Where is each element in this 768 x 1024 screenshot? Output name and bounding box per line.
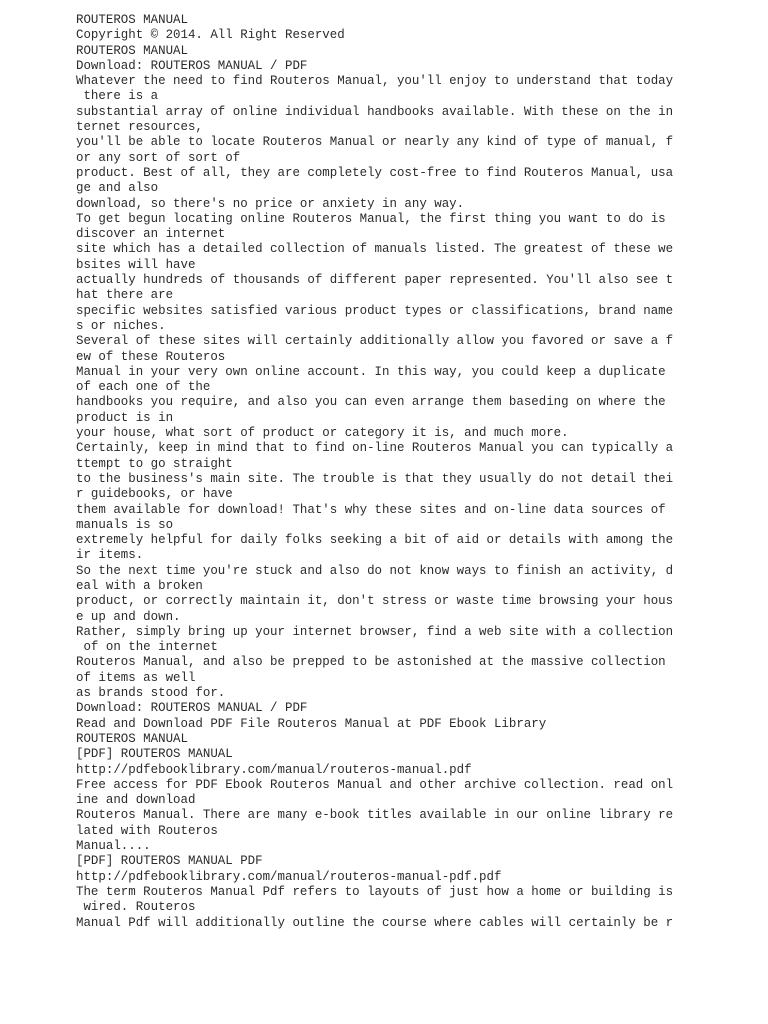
- text-line: eal with a broken: [76, 578, 203, 593]
- text-line: Read and Download PDF File Routeros Manual at PDF Ebook Library: [76, 716, 547, 731]
- text-line: Free access for PDF Ebook Routeros Manual and other archive collection. read onl: [76, 777, 674, 792]
- text-line: s or niches.: [76, 318, 166, 333]
- text-line: e up and down.: [76, 609, 181, 624]
- text-line: Manual Pdf will additionally outline the course where cables will certainly be r: [76, 915, 674, 930]
- text-line: ROUTEROS MANUAL: [76, 43, 188, 58]
- text-line: The term Routeros Manual Pdf refers to layouts of just how a home or building is: [76, 884, 674, 899]
- text-line: Download: ROUTEROS MANUAL / PDF: [76, 58, 308, 73]
- text-line: or any sort of sort of: [76, 150, 241, 165]
- text-line: http://pdfebooklibrary.com/manual/routeros-manual.pdf: [76, 762, 472, 777]
- text-line: as brands stood for.: [76, 686, 226, 701]
- text-line: product. Best of all, they are completely cost-free to find Routeros Manual, usa: [76, 165, 674, 180]
- text-line: [PDF] ROUTEROS MANUAL PDF: [76, 854, 263, 869]
- text-line: Certainly, keep in mind that to find on-line Routeros Manual you can typically a: [76, 441, 674, 456]
- text-line: you'll be able to locate Routeros Manual or nearly any kind of type of manual, f: [76, 135, 674, 150]
- text-line: hat there are: [76, 288, 174, 303]
- text-line: http://pdfebooklibrary.com/manual/routeros-manual-pdf.pdf: [76, 869, 502, 884]
- text-line: To get begun locating online Routeros Manual, the first thing you want to do is: [76, 211, 666, 226]
- text-line: Download: ROUTEROS MANUAL / PDF: [76, 701, 308, 716]
- text-line: bsites will have: [76, 257, 196, 272]
- text-line: specific websites satisfied various product types or classifications, brand name: [76, 303, 674, 318]
- text-line: ROUTEROS MANUAL: [76, 13, 188, 27]
- text-line: r guidebooks, or have: [76, 487, 233, 502]
- text-line: Copyright © 2014. All Right Reserved: [76, 28, 345, 43]
- text-line: Manual in your very own online account. In this way, you could keep a duplicate: [76, 364, 666, 379]
- text-line: manuals is so: [76, 517, 174, 532]
- text-line: actually hundreds of thousands of different paper represented. You'll also see t: [76, 273, 674, 288]
- text-line: ttempt to go straight: [76, 456, 233, 471]
- text-line: wired. Routeros: [76, 900, 196, 915]
- text-line: extremely helpful for daily folks seeking a bit of aid or details with among the: [76, 533, 674, 548]
- text-line: download, so there's no price or anxiety in any way.: [76, 196, 465, 211]
- text-line: So the next time you're stuck and also do not know ways to finish an activity, d: [76, 563, 674, 578]
- text-line: of on the internet: [76, 640, 218, 655]
- text-line: Routeros Manual. There are many e-book titles available in our online library re: [76, 808, 674, 823]
- text-line: Several of these sites will certainly additionally allow you favored or save a f: [76, 334, 674, 349]
- text-line: ge and also: [76, 181, 159, 196]
- text-line: there is a: [76, 89, 159, 104]
- text-line: site which has a detailed collection of manuals listed. The greatest of these we: [76, 242, 674, 257]
- text-line: ir items.: [76, 548, 144, 563]
- text-line: ine and download: [76, 793, 196, 808]
- text-line: lated with Routeros: [76, 823, 218, 838]
- text-line: discover an internet: [76, 227, 226, 242]
- text-line: your house, what sort of product or category it is, and much more.: [76, 426, 569, 441]
- text-line: ew of these Routeros: [76, 349, 226, 364]
- document-text: [76, 13, 756, 931]
- text-line: handbooks you require, and also you can even arrange them baseding on where the: [76, 395, 666, 410]
- text-line: [PDF] ROUTEROS MANUAL: [76, 747, 233, 762]
- text-line: ROUTEROS MANUAL: [76, 731, 188, 746]
- text-line: of items as well: [76, 670, 196, 685]
- text-line: ternet resources,: [76, 120, 203, 135]
- text-line: of each one of the: [76, 380, 211, 395]
- text-line: Whatever the need to find Routeros Manual, you'll enjoy to understand that today: [76, 74, 674, 89]
- text-line: them available for download! That's why these sites and on-line data sources of: [76, 502, 666, 517]
- text-line: product, or correctly maintain it, don't stress or waste time browsing your hous: [76, 594, 674, 609]
- text-line: product is in: [76, 410, 174, 425]
- text-line: substantial array of online individual handbooks available. With these on the in: [76, 104, 674, 119]
- text-line: Rather, simply bring up your internet browser, find a web site with a collection: [76, 624, 674, 639]
- text-line: Manual....: [76, 839, 151, 854]
- text-line: to the business's main site. The trouble is that they usually do not detail thei: [76, 471, 674, 486]
- text-line: Routeros Manual, and also be prepped to be astonished at the massive collection: [76, 655, 666, 670]
